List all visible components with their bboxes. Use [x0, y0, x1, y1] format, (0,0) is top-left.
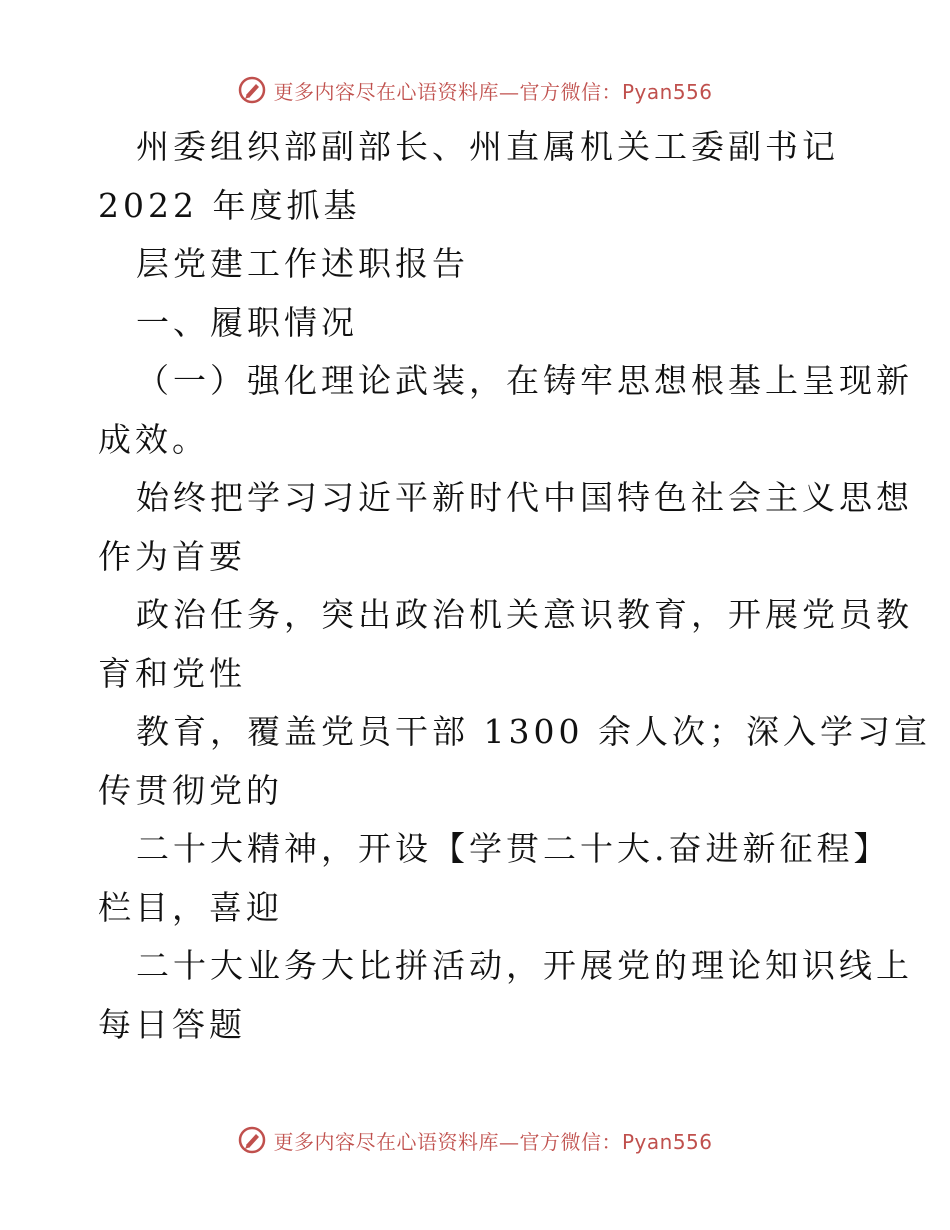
- text-line: 州委组织部副部长、州直属机关工委副书记: [136, 127, 839, 166]
- pen-logo-icon: [237, 75, 267, 105]
- text-line: （一）强化理论武装，在铸牢思想根基上呈现新: [136, 361, 913, 400]
- pen-logo-icon: [237, 1125, 267, 1155]
- text-line: 层党建工作述职报告: [136, 244, 469, 283]
- document-body: [98, 118, 931, 1054]
- text-line: 育和党性: [98, 653, 246, 693]
- text-line: 每日答题: [98, 1004, 246, 1044]
- header-watermark: [0, 70, 950, 110]
- watermark-text: 更多内容尽在心语资料库—官方微信：Pyan556: [273, 1129, 713, 1154]
- watermark-id: Pyan556: [621, 1129, 713, 1154]
- text-line: 二十大精神，开设【学贯二十大.奋进新征程】: [136, 829, 891, 868]
- text-line: 2022 年度抓基: [98, 185, 361, 225]
- footer-watermark: [0, 1120, 950, 1160]
- watermark-text: 更多内容尽在心语资料库—官方微信：Pyan556: [273, 79, 713, 104]
- text-line: 始终把学习习近平新时代中国特色社会主义思想: [136, 478, 913, 517]
- text-line: 栏目，喜迎: [98, 887, 283, 927]
- text-line: 教育，覆盖党员干部 1300 余人次；深入学习宣: [136, 712, 931, 751]
- text-line: 二十大业务大比拼活动，开展党的理论知识线上: [136, 946, 913, 985]
- watermark-id: Pyan556: [621, 79, 713, 104]
- text-line: 一、履职情况: [136, 302, 358, 342]
- text-line: 传贯彻党的: [98, 770, 283, 810]
- text-line: 成效。: [98, 419, 209, 459]
- text-line: 作为首要: [98, 536, 246, 576]
- text-line: 政治任务，突出政治机关意识教育，开展党员教: [136, 595, 913, 634]
